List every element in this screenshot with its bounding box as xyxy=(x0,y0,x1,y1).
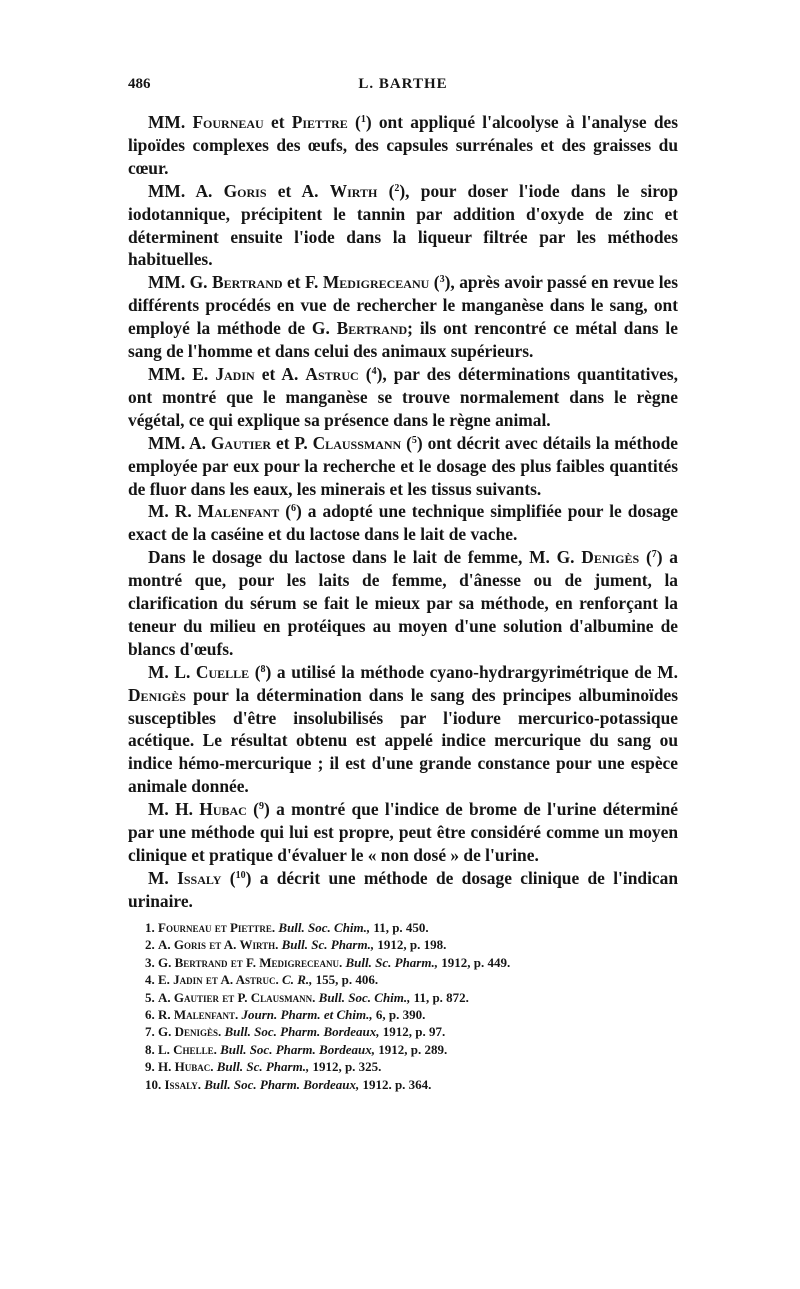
author-name: Cuelle xyxy=(195,661,250,682)
paragraph-cuelle: M. L. Cuelle ($^8$) a utilisé la méthode cyano-hydrargyrimétrique de M. Denigès pour la détermination dans le sang des principes albuminoïdes susceptibles d'être insolubilisés par l'iodure mercurico-potassique acétique. Le résultat obtenu est appelé indice mercurique du sang ou indice hémo-mercurique ; il est d'une grande constance pour une espèce animale donnée. xyxy=(128,661,679,797)
footnote: 9. H. Hubac. Bull. Sc. Pharm., 1912, p. 325. xyxy=(145,1059,382,1075)
footnote: 3. G. Bertrand et F. Medigreceanu. Bull. Sc. Pharm., 1912, p. 449. xyxy=(145,954,511,970)
author-name: Claussmann xyxy=(312,432,402,453)
footnotes xyxy=(145,919,665,1093)
paragraph-goris: MM. A. Goris et A. Wirth ($^2$), pour doser l'iode dans le sirop iodotannique, précipitent le tannin par addition d'oxyde de zinc et déterminent ensuite l'iode dans la liqueur filtrée par les méthodes habituelles. xyxy=(128,180,679,270)
author-name: Wirth xyxy=(329,180,378,201)
paragraph-gautier: MM. A. Gautier et P. Claussmann ($^5$) ont décrit avec détails la méthode employée par eux pour la recherche et le dosage des plus faibles quantités de fluor dans les eaux, les minerais et les tissus suivants. xyxy=(128,432,678,499)
footnote: 4. E. Jadin et A. Astruc. C. R., 155, p. 406. xyxy=(145,972,379,988)
author-name: Fourneau xyxy=(192,112,264,132)
footnote: 7. G. Denigès. Bull. Soc. Pharm. Bordeaux, 1912, p. 97. xyxy=(145,1024,446,1040)
author-name: Denigès xyxy=(128,684,186,705)
running-head: L. BARTHE xyxy=(358,76,448,92)
author-name: Bertrand xyxy=(212,272,283,293)
paragraph-deniges: Dans le dosage du lactose dans le lait de femme, M. G. Denigès ($^7$) a montré que, pour les laits de femme, d'ânesse ou de jument, la clarification du sérum se fait le mieux par sa méthode, en renforçant la teneur du milieu en protéiques au moyen d'une solution d'albumine de blancs d'œufs. xyxy=(128,547,678,659)
author-name: Issaly xyxy=(177,867,222,888)
author-name: Bertrand xyxy=(336,318,408,339)
author-name: Denigès xyxy=(581,547,640,568)
page-number: 486 xyxy=(128,76,151,92)
paragraph-bertrand: MM. G. Bertrand et F. Medigreceanu ($^3$), après avoir passé en revue les différents procédés en vue de rechercher le manganèse dans le sang, ont employé la méthode de G. Bertrand; ils ont rencontré ce métal dans le sang de l'homme et dans celui des animaux supérieurs. xyxy=(128,272,679,362)
author-name: Jadin xyxy=(215,363,255,384)
footnote: 8. L. Chelle. Bull. Soc. Pharm. Bordeaux, 1912, p. 289. xyxy=(145,1041,448,1057)
footnote-ref: 6 xyxy=(291,503,296,515)
footnote-ref: 9 xyxy=(258,801,264,813)
footnote-ref: 8 xyxy=(260,663,266,675)
footnote: 2. A. Goris et A. Wirth. Bull. Sc. Pharm., 1912, p. 198. xyxy=(145,937,447,953)
footnote-ref: 3 xyxy=(439,274,445,286)
author-name: Malenfant xyxy=(197,501,280,522)
author-name: Hubac xyxy=(199,799,247,820)
body-text xyxy=(128,111,678,913)
footnote: 6. R. Malenfant. Journ. Pharm. et Chim., 6, p. 390. xyxy=(145,1007,426,1023)
paragraph-hubac: M. H. Hubac ($^9$) a montré que l'indice de brome de l'urine déterminé par une méthode qui lui est propre, peut être considéré comme un moyen clinique et pratique d'évaluer le « non dosé » de l'urine. xyxy=(128,799,678,865)
author-name: Medigreceanu xyxy=(322,272,430,293)
author-name: Goris xyxy=(223,180,267,201)
footnote-ref: 1 xyxy=(360,114,366,125)
author-name: Piettre xyxy=(291,112,348,132)
paragraph-jadin: MM. E. Jadin et A. Astruc ($^4$), par des déterminations quantitatives, ont montré que le manganèse se trouve normalement dans le règne végétal, ce qui explique sa présence dans le règne animal. xyxy=(128,363,679,430)
footnote-ref: 5 xyxy=(411,434,417,446)
footnote-ref: 4 xyxy=(371,365,377,377)
footnote-ref: 10 xyxy=(235,869,246,881)
footnote: 1. Fourneau et Piettre. Bull. Soc. Chim., 11, p. 450. xyxy=(145,920,429,935)
page-header xyxy=(128,76,678,98)
footnote-ref: 7 xyxy=(651,549,657,561)
author-name: Gautier xyxy=(210,432,272,453)
paragraph-fourneau: MM. Fourneau et Piettre ($^1$) ont appliqué l'alcoolyse à l'analyse des lipoïdes complexes des œufs, des capsules surrénales et des graisses du cœur. xyxy=(128,112,678,178)
paragraph-malenfant: M. R. Malenfant ($^6$) a adopté une technique simplifiée pour le dosage exact de la caséine et du lactose dans le lait de vache. xyxy=(128,501,678,545)
author-name: Astruc xyxy=(305,363,359,384)
footnote: 10. Issaly. Bull. Soc. Pharm. Bordeaux, 1912. p. 364. xyxy=(145,1076,432,1092)
footnote-ref: 2 xyxy=(394,182,400,194)
paragraph-issaly: M. Issaly ($^{10}$) a décrit une méthode de dosage clinique de l'indican urinaire. xyxy=(128,867,678,911)
footnote: 5. A. Gautier et P. Clausmann. Bull. Soc. Chim., 11, p. 872. xyxy=(145,989,469,1005)
